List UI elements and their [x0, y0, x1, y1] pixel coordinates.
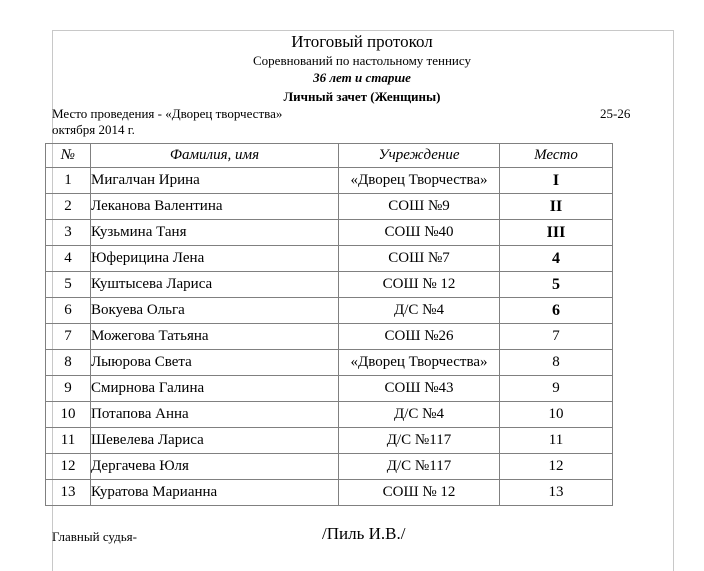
row-place: 8	[500, 350, 613, 376]
row-number: 9	[46, 376, 91, 402]
document-title: Итоговый протокол	[291, 32, 433, 51]
category: Личный зачет (Женщины)	[283, 89, 441, 104]
row-name: Юферицина Лена	[91, 246, 339, 272]
venue-line: Место проведения - «Дворец творчества»	[52, 106, 283, 121]
column-header-place: Место	[500, 144, 613, 168]
table-row	[46, 428, 613, 454]
table-row	[46, 376, 613, 402]
age-group: 36 лет и старше	[313, 70, 411, 85]
row-organization: «Дворец Творчества»	[339, 350, 500, 376]
table-row	[46, 480, 613, 506]
table-row	[46, 220, 613, 246]
row-place: 6	[500, 298, 613, 324]
row-number: 7	[46, 324, 91, 350]
row-place: 10	[500, 402, 613, 428]
row-number: 4	[46, 246, 91, 272]
row-organization: СОШ № 12	[339, 480, 500, 506]
row-place: 4	[500, 246, 613, 272]
row-number: 12	[46, 454, 91, 480]
results-table	[45, 143, 613, 506]
row-name: Кузьмина Таня	[91, 220, 339, 246]
row-name: Куштысева Лариса	[91, 272, 339, 298]
row-organization: СОШ №9	[339, 194, 500, 220]
row-name: Дергачева Юля	[91, 454, 339, 480]
row-place: 7	[500, 324, 613, 350]
row-number: 1	[46, 168, 91, 194]
row-place: 5	[500, 272, 613, 298]
row-name: Мигалчан Ирина	[91, 168, 339, 194]
row-organization: Д/С №4	[339, 402, 500, 428]
table-row	[46, 168, 613, 194]
column-header-name: Фамилия, имя	[91, 144, 339, 168]
venue-month: октября 2014 г.	[52, 122, 135, 137]
row-name: Смирнова Галина	[91, 376, 339, 402]
row-organization: «Дворец Творчества»	[339, 168, 500, 194]
row-place: I	[500, 168, 613, 194]
table-row	[46, 454, 613, 480]
row-name: Лыюрова Света	[91, 350, 339, 376]
table-row	[46, 272, 613, 298]
chief-judge-label: Главный судья-	[52, 529, 137, 544]
row-organization: СОШ №7	[339, 246, 500, 272]
row-name: Куратова Марианна	[91, 480, 339, 506]
row-organization: Д/С №117	[339, 454, 500, 480]
row-number: 6	[46, 298, 91, 324]
row-name: Леканова Валентина	[91, 194, 339, 220]
row-organization: Д/С №117	[339, 428, 500, 454]
row-number: 10	[46, 402, 91, 428]
table-row	[46, 194, 613, 220]
table-header-row	[46, 144, 613, 168]
table-row	[46, 246, 613, 272]
row-name: Потапова Анна	[91, 402, 339, 428]
document-subtitle: Соревнований по настольному теннису	[253, 53, 471, 68]
row-organization: СОШ №26	[339, 324, 500, 350]
row-place: 13	[500, 480, 613, 506]
table-row	[46, 402, 613, 428]
row-place: III	[500, 220, 613, 246]
venue-dates: 25-26	[600, 106, 631, 121]
table-row	[46, 298, 613, 324]
row-number: 8	[46, 350, 91, 376]
row-place: II	[500, 194, 613, 220]
row-organization: СОШ №43	[339, 376, 500, 402]
row-number: 13	[46, 480, 91, 506]
chief-judge-name: /Пиль И.В./	[322, 524, 406, 543]
row-name: Можегова Татьяна	[91, 324, 339, 350]
row-organization: СОШ №40	[339, 220, 500, 246]
column-header-organization: Учреждение	[339, 144, 500, 168]
column-header-number: №	[46, 144, 91, 168]
row-place: 9	[500, 376, 613, 402]
row-number: 3	[46, 220, 91, 246]
row-name: Вокуева Ольга	[91, 298, 339, 324]
row-organization: Д/С №4	[339, 298, 500, 324]
row-place: 12	[500, 454, 613, 480]
row-name: Шевелева Лариса	[91, 428, 339, 454]
row-organization: СОШ № 12	[339, 272, 500, 298]
row-number: 11	[46, 428, 91, 454]
row-number: 2	[46, 194, 91, 220]
row-number: 5	[46, 272, 91, 298]
row-place: 11	[500, 428, 613, 454]
table-row	[46, 350, 613, 376]
table-row	[46, 324, 613, 350]
